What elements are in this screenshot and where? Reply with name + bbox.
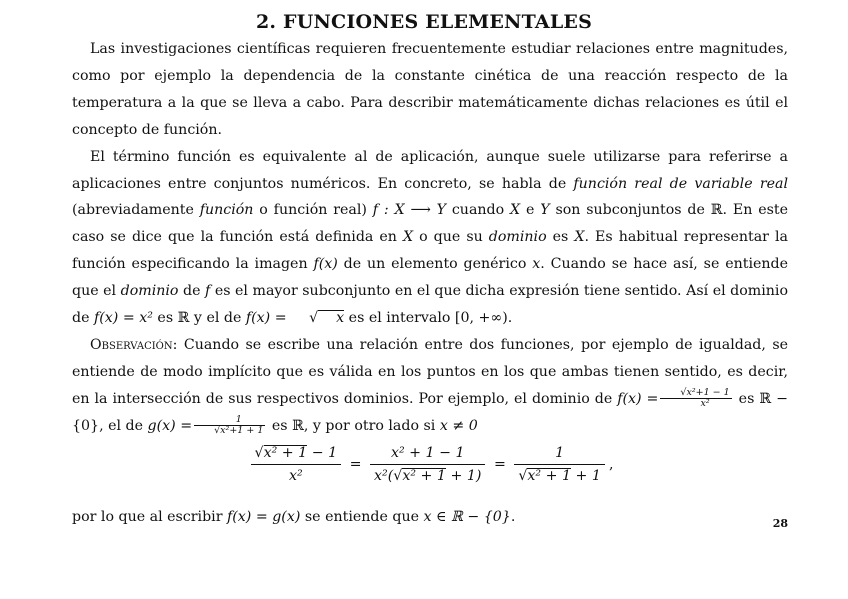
math-inline: f(x) =	[617, 390, 659, 407]
body-text	[72, 36, 788, 531]
sqrt-expression	[291, 305, 344, 332]
text-run: (abreviadamente	[72, 202, 200, 219]
math-inline: f(x) = g(x)	[227, 508, 301, 525]
fraction-denominator	[370, 464, 485, 487]
sqrt-expression	[255, 443, 308, 463]
sqrt-expression	[518, 466, 571, 486]
text-run: de	[178, 283, 206, 300]
radical-sign: √	[254, 444, 264, 461]
text-run: + 1)	[445, 467, 482, 484]
emphasis-term: dominio	[120, 283, 179, 300]
radical-sign: √	[393, 467, 403, 484]
text-run: − 1	[307, 444, 338, 461]
emphasis-term: función	[199, 202, 254, 219]
math-inline: X	[574, 229, 585, 246]
math-inline: x ≠ 0	[439, 417, 478, 434]
math-inline: f(x)	[313, 256, 338, 273]
radical-sign: √	[309, 310, 319, 327]
fraction-numerator: √x²+1 − 1	[680, 387, 730, 399]
fraction-denominator	[514, 464, 605, 487]
math-inline: g(x) =	[147, 417, 193, 434]
text-run: cuando	[446, 202, 511, 219]
text-run: . Cuando se hace así, se entiende que el	[72, 256, 788, 300]
text-run: El término función es equivalente al de aplicación, aunque suele utilizarse para referirse a aplicaciones entre conjuntos numéricos. En concreto, se habla de	[72, 148, 788, 192]
math-inline: Y	[540, 202, 550, 219]
radicand: x² + 1	[402, 467, 446, 484]
sqrt-expression	[393, 466, 446, 486]
display-fraction-2	[370, 442, 485, 487]
fraction-denominator: x²	[660, 398, 731, 409]
text-run: . Es habitual representar la función especificando la imagen	[72, 229, 788, 273]
math-inline: x ∈ ℝ − {0}	[423, 508, 511, 525]
paragraph-definition	[72, 144, 788, 332]
text-run: de un elemento genérico	[337, 256, 533, 273]
text-run: es ℝ − {0}, el de	[72, 390, 788, 434]
observation-label: Observación:	[90, 336, 178, 353]
text-run: e	[520, 202, 541, 219]
math-inline: f(x) =	[245, 310, 292, 327]
text-run: + 1	[571, 467, 601, 484]
math-inline: x	[532, 256, 541, 273]
text-run: es el mayor subconjunto en el que dicha expresión tiene sentido. Así el dominio de	[72, 283, 788, 327]
radicand: x² + 1	[527, 467, 572, 484]
radicand: x² + 1	[263, 444, 308, 461]
emphasis-term: dominio	[488, 229, 547, 246]
text-run: por lo que al escribir	[72, 508, 227, 525]
text-run: se entiende que	[300, 508, 424, 525]
fraction-numerator	[251, 442, 342, 464]
text-run: x²(	[374, 467, 394, 484]
fraction-numerator: x² + 1 − 1	[390, 444, 465, 461]
inline-fraction	[660, 388, 731, 409]
text-run: .	[510, 508, 516, 525]
inline-fraction	[194, 415, 265, 436]
emphasis-term: función real de variable real	[573, 175, 788, 192]
text-run: Cuando se escribe una relación entre dos funciones, por ejemplo de igualdad, se entiende de modo implícito que es válida en los puntos en los que ambas tienen sentido, es decir, en la intersección de sus respectivos dominios. Por ejemplo, el dominio de	[72, 336, 788, 407]
text-run: es ℝ y el de	[152, 310, 246, 327]
text-run: es ℝ, y por otro lado si	[267, 417, 440, 434]
radicand: x	[318, 310, 344, 327]
text-run: o que su	[413, 229, 489, 246]
display-fraction-1	[251, 442, 342, 487]
text-run: o función real)	[253, 202, 373, 219]
math-inline: f	[205, 283, 211, 300]
math-inline: f(x) = x²	[94, 310, 153, 327]
math-inline: f : X ⟶ Y	[372, 202, 447, 219]
fraction-numerator: 1	[555, 444, 565, 461]
paragraph-intro: Las investigaciones científicas requieren frecuentemente estudiar relaciones entre magnitudes, como por ejemplo la dependencia de la constante cinética de una reacción respecto de la temperatura a la que se lleva a cabo. Para describir matemáticamente dichas relaciones es útil el concepto de función.	[72, 41, 788, 138]
page-number: 28	[772, 517, 788, 530]
paragraph-observation	[72, 332, 788, 440]
math-inline: X	[510, 202, 521, 219]
fraction-denominator: x²	[251, 464, 342, 487]
section-title: 2. FUNCIONES ELEMENTALES	[255, 11, 593, 33]
radical-sign: √	[518, 467, 528, 484]
comma: ,	[608, 456, 614, 473]
display-equation	[72, 442, 788, 500]
equals-sign: =	[349, 456, 362, 473]
fraction-numerator: 1	[235, 414, 242, 426]
paragraph-conclusion	[72, 504, 788, 531]
fraction-denominator: √x²+1 + 1	[194, 425, 265, 436]
text-run: es el intervalo [0, +∞).	[344, 310, 513, 327]
math-inline: X	[402, 229, 414, 246]
display-fraction-3	[514, 442, 605, 487]
equals-sign: =	[493, 456, 506, 473]
text-run: son subconjuntos de ℝ. En este caso se dice que la función está definida en	[72, 202, 788, 246]
text-run: es	[546, 229, 575, 246]
